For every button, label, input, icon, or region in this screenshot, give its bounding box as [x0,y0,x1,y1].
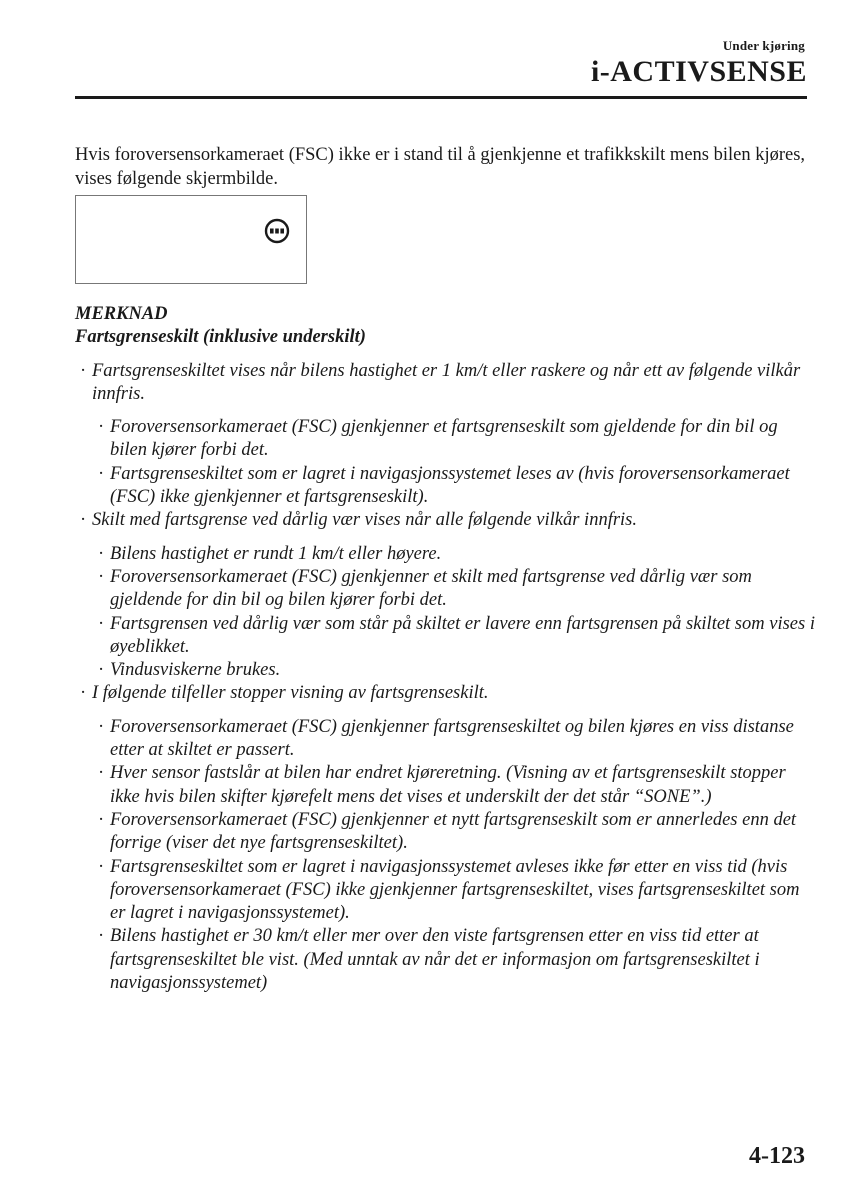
list-item: · Fartsgrensen ved dårlig vær som står på skiltet er lavere enn fartsgrensen på skiltet som vises i øyeblikket. [98,613,815,657]
list-item: · Bilens hastighet er 30 km/t eller mer over den viste fartsgrensen etter en viss tid etter at fartsgrenseskiltet ble vist. (Med unntak av når det er informasjon om fartsgrenseskiltet i navigasjonssystemet) [98,926,760,994]
note-subheading: Fartsgrenseskilt (inklusive underskilt) [75,327,366,348]
title-rule [75,96,807,99]
note-heading: MERKNAD [75,304,168,324]
note-block [75,303,815,995]
list-item: · Foroversensorkameraet (FSC) gjenkjenner fartsgrenseskiltet og bilen kjøres en viss distanse etter at skiltet er passert. [98,716,794,761]
list-item: · Foroversensorkameraet (FSC) gjenkjenner et fartsgrenseskilt som gjeldende for din bil og bilen kjører forbi det. [98,417,778,461]
list-item: · Foroversensorkameraet (FSC) gjenkjenner et nytt fartsgrenseskilt som er annerledes enn det forrige (viser det nye fartsgrenseskiltet). [98,809,797,854]
unrecognized-sign-icon [264,218,290,244]
section-label: Under kjøring [722,38,805,53]
intro-paragraph: Hvis foroversensorkameraet (FSC) ikke er i stand til å gjenkjenne et trafikkskilt mens bilen kjøres, vises følgende skjermbilde. [75,145,806,189]
list-item: · Hver sensor fastslår at bilen har endret kjøreretning. (Visning av et fartsgrenseskilt stopper ikke hvis bilen skifter kjørefelt mens det vises et underskilt der det står “SONE”.) [98,763,786,807]
list-item: · Fartsgrenseskiltet som er lagret i navigasjonssystemet avleses ikke før etter en viss tid (hvis foroversensorkameraet (FSC) ikke gjenkjenner fartsgrenseskiltet, vises fartsgrenseskiltet som er lagret i navigasjonssystemet). [98,856,800,924]
list-item: · Fartsgrenseskiltet som er lagret i navigasjonssystemet leses av (hvis foroversensorkameraet (FSC) ikke gjenkjenner et fartsgrenseskilt). [98,463,790,508]
display-example [75,195,307,284]
chapter-title: i-ACTIVSENSE [590,55,807,88]
list-item: · Bilens hastighet er rundt 1 km/t eller høyere. [98,543,442,564]
list-item: · Skilt med fartsgrense ved dårlig vær vises når alle følgende vilkår innfris. [80,510,637,531]
list-item: · Vindusviskerne brukes. [98,660,281,681]
list-item: · I følgende tilfeller stopper visning av fartsgrenseskilt. [80,683,489,704]
page-number: 4-123 [749,1143,805,1169]
list-item: · Foroversensorkameraet (FSC) gjenkjenner et skilt med fartsgrense ved dårlig vær som gjeldende for din bil og bilen kjører forbi det. [98,566,752,611]
list-item: · Fartsgrenseskiltet vises når bilens hastighet er 1 km/t eller raskere og når ett av følgende vilkår innfris. [80,360,801,404]
